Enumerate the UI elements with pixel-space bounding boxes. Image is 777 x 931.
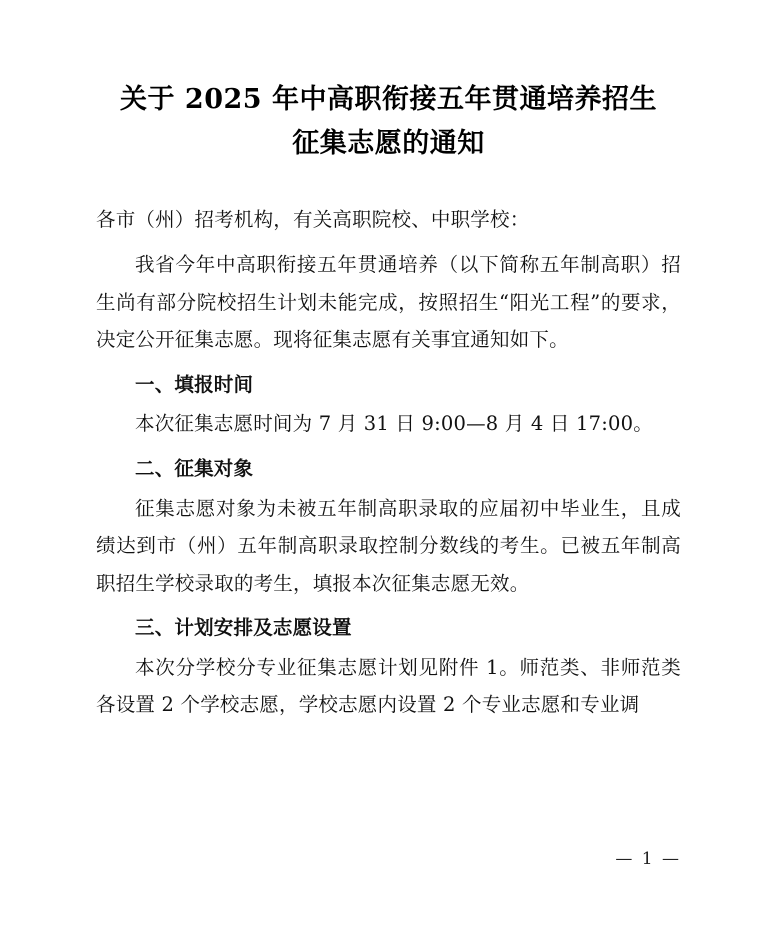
page-title-line-2: 征集志愿的通知 <box>292 127 485 159</box>
document-body <box>96 201 681 723</box>
page-title <box>96 78 681 165</box>
intro-paragraph: 我省今年中高职衔接五年贯通培养（以下简称五年制高职）招生尚有部分院校招生计划未能完成，按照招生“阳光工程”的要求，决定公开征集志愿。现将征集志愿有关事宜通知如下。 <box>96 253 681 352</box>
page-title-line-1: 关于 2025 年中高职衔接五年贯通培养招生 <box>120 84 657 115</box>
page-number: — 1 — <box>615 849 681 869</box>
section-2-paragraph-1: 征集志愿对象为未被五年制高职录取的应届初中毕业生，且成绩达到市（州）五年制高职录取控制分数线的考生。已被五年制高职招生学校录取的考生，填报本次征集志愿无效。 <box>96 496 681 595</box>
section-heading-1: 一、填报时间 <box>135 373 254 397</box>
section-1-paragraph-1: 本次征集志愿时间为 7 月 31 日 9:00—8 月 4 日 17:00。 <box>135 412 653 436</box>
salutation: 各市（州）招考机构，有关高职院校、中职学校： <box>96 208 530 232</box>
section-heading-2: 二、征集对象 <box>135 457 254 481</box>
section-heading-3: 三、计划安排及志愿设置 <box>135 616 352 640</box>
section-3-paragraph-1: 本次分学校分专业征集志愿计划见附件 1。师范类、非师范类各设置 2 个学校志愿，学校志愿内设置 2 个专业志愿和专业调 <box>96 655 681 717</box>
